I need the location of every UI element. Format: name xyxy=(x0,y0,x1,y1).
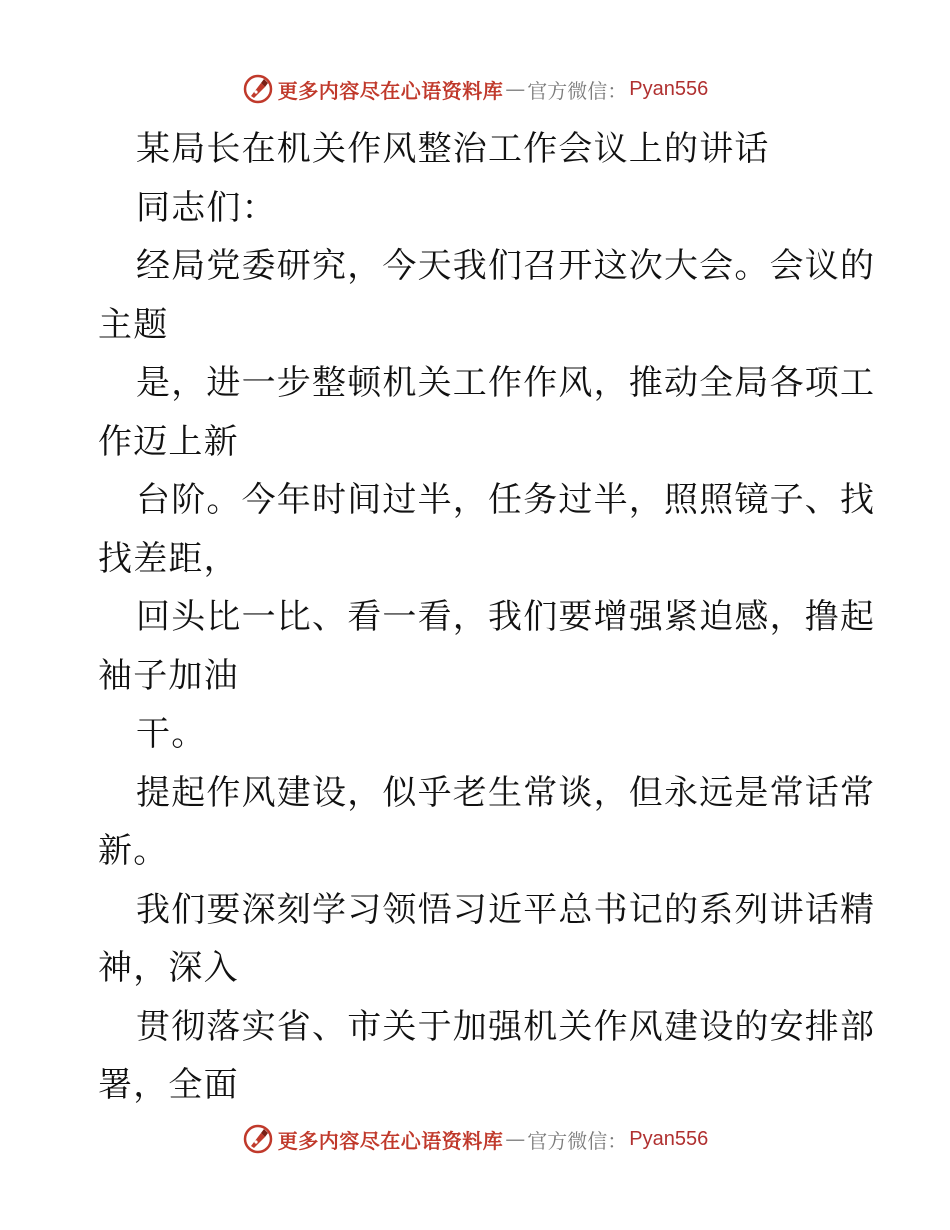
document-body xyxy=(98,120,876,1115)
text-line: 同志们： xyxy=(136,187,277,228)
text-line: 我们要深刻学习领悟习近平总书记的系列讲话精 xyxy=(136,889,876,930)
text-line: 回头比一比、看一看，我们要增强紧迫感，撸起 xyxy=(136,597,876,637)
text-line: 干。 xyxy=(136,714,207,754)
text-line: 经局党委研究，今天我们召开这次大会。会议的 xyxy=(136,246,876,286)
banner-wechat-id: Pyan556 xyxy=(629,1127,709,1150)
text-line: 作迈上新 xyxy=(98,421,239,462)
pen-nib-circle-icon xyxy=(242,1123,274,1155)
banner-wechat-label: 官方微信： xyxy=(527,1128,628,1153)
text-line: 贯彻落实省、市关于加强机关作风建设的安排部 xyxy=(136,1006,876,1047)
banner-wechat-id: Pyan556 xyxy=(629,77,709,100)
footer-banner xyxy=(0,1122,950,1156)
header-banner xyxy=(0,72,950,106)
banner-separator: — xyxy=(505,1127,526,1151)
text-line: 署，全面 xyxy=(98,1065,239,1105)
text-line: 神，深入 xyxy=(98,948,239,988)
pen-nib-circle-icon xyxy=(242,73,274,105)
text-line: 提起作风建设，似乎老生常谈，但永远是常话常 xyxy=(136,772,876,813)
document-title: 某局长在机关作风整治工作会议上的讲话 xyxy=(136,129,770,169)
text-line: 是，进一步整顿机关工作作风，推动全局各项工 xyxy=(136,363,876,403)
text-line: 袖子加油 xyxy=(98,655,239,696)
banner-text: 更多内容尽在心语资料库 xyxy=(277,78,504,103)
text-line: 找差距， xyxy=(98,538,239,579)
banner-wechat-label: 官方微信： xyxy=(527,78,628,103)
text-line: 新。 xyxy=(98,831,169,871)
text-line: 主题 xyxy=(98,304,169,345)
document-lines xyxy=(98,179,876,1115)
banner-separator: — xyxy=(505,77,526,101)
banner-text: 更多内容尽在心语资料库 xyxy=(277,1128,504,1153)
text-line: 台阶。今年时间过半，任务过半，照照镜子、找 xyxy=(136,480,876,520)
